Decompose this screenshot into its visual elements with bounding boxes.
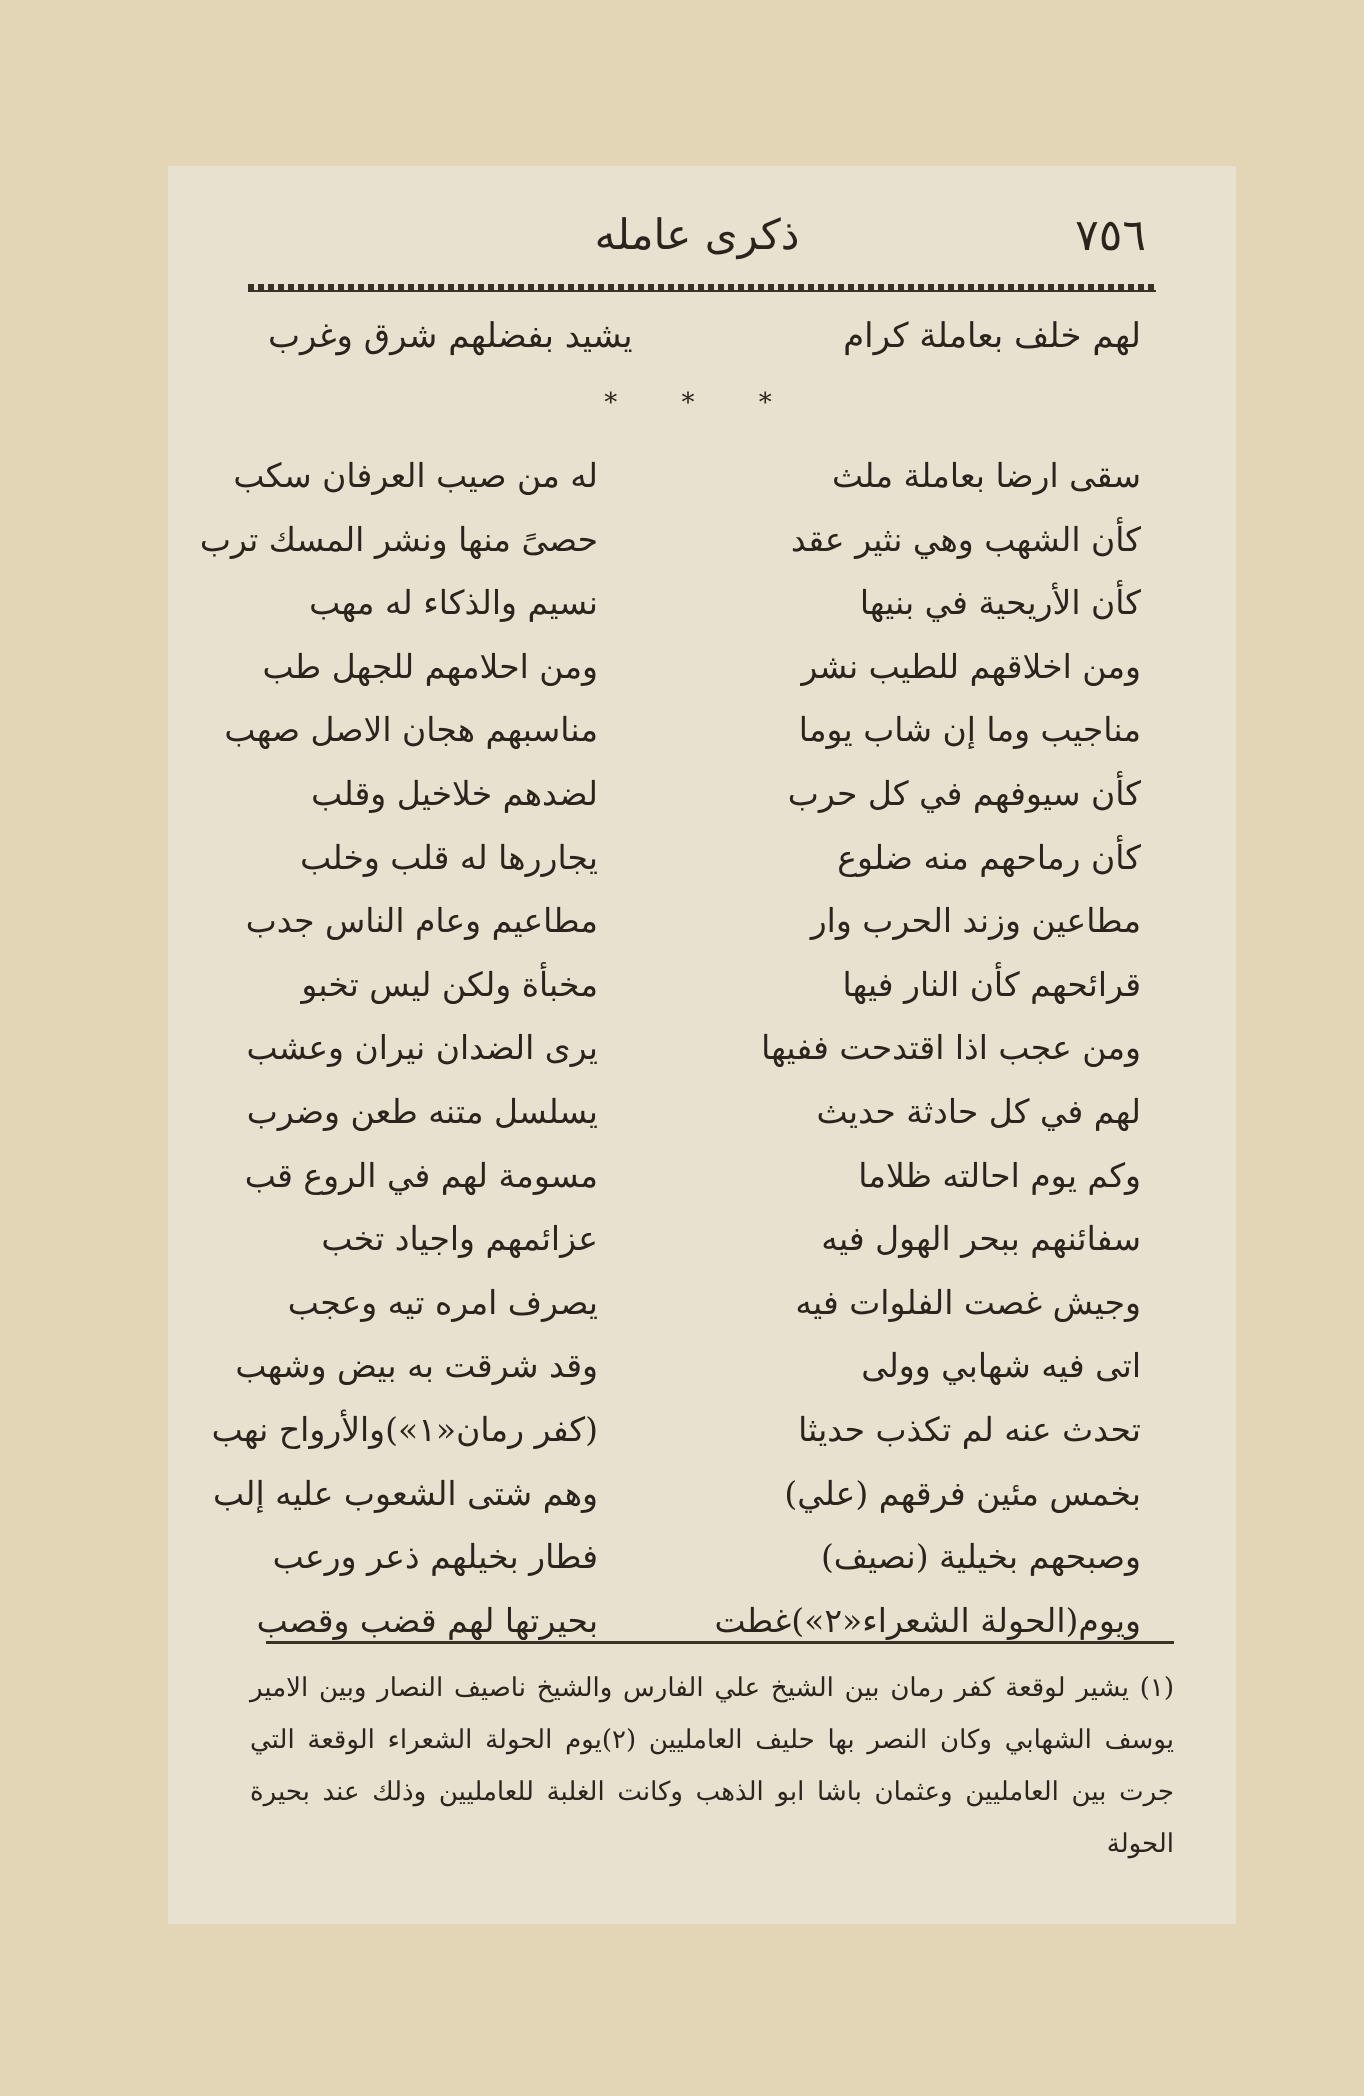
verse-line xyxy=(268,1525,1141,1589)
hemistich-left: له من صيب العرفان سكب xyxy=(233,456,598,495)
hemistich-left: مطاعيم وعام الناس جدب xyxy=(245,901,598,941)
hemistich-right: كأن سيوفهم في كل حرب xyxy=(787,773,1141,813)
hemistich-right: وكم يوم احالته ظلاما xyxy=(858,1155,1141,1195)
intro-hemistich-left: يشيد بفضلهم شرق وغرب xyxy=(268,316,633,356)
verse-line xyxy=(233,444,1141,508)
verse-line xyxy=(213,1462,1141,1526)
hemistich-right: بخمس مئين فرقهم (علي) xyxy=(784,1473,1141,1513)
hemistich-right: ومن اخلاقهم للطيب نشر xyxy=(801,646,1141,686)
footnote-rule xyxy=(266,1641,1174,1644)
section-separator: * * * xyxy=(604,388,800,418)
poem xyxy=(199,444,1141,1652)
hemistich-right: مناجيب وما إن شاب يوما xyxy=(798,710,1141,750)
verse-line xyxy=(246,1080,1141,1144)
hemistich-left: نسيم والذكاء له مهب xyxy=(309,583,598,623)
verse-line xyxy=(199,508,1141,572)
verse-line xyxy=(245,889,1141,953)
verse-line xyxy=(224,698,1141,762)
verse-line xyxy=(246,1016,1141,1080)
verse-line xyxy=(244,1144,1141,1208)
hemistich-left: ومن احلامهم للجهل طب xyxy=(262,646,598,686)
running-title: ذكرى عامله xyxy=(594,210,800,259)
hemistich-right: كأن رماحهم منه ضلوع xyxy=(837,837,1141,877)
hemistich-right: لهم في كل حادثة حديث xyxy=(816,1091,1141,1131)
hemistich-right: مطاعين وزند الحرب وار xyxy=(810,901,1141,941)
hemistich-right: اتى فيه شهابي وولى xyxy=(861,1346,1141,1386)
verse-line xyxy=(262,635,1141,699)
hemistich-left: عزائمهم واجياد تخب xyxy=(321,1219,598,1259)
hemistich-left: وهم شتى الشعوب عليه إلب xyxy=(213,1473,598,1513)
hemistich-right: تحدث عنه لم تكذب حديثا xyxy=(798,1409,1141,1449)
hemistich-right: وصبحهم بخيلية (نصيف) xyxy=(820,1537,1141,1577)
hemistich-right: كأن الأريحية في بنيها xyxy=(859,583,1141,623)
hemistich-left: يصرف امره تيه وعجب xyxy=(287,1282,598,1322)
hemistich-right: ومن عجب اذا اقتدحت ففيها xyxy=(761,1028,1141,1068)
hemistich-right: قرائحهم كأن النار فيها xyxy=(842,964,1141,1004)
hemistich-left: يسلسل متنه طعن وضرب xyxy=(246,1091,598,1131)
verse-line xyxy=(268,762,1141,826)
verse-line xyxy=(268,953,1141,1017)
hemistich-left: فطار بخيلهم ذعر ورعب xyxy=(272,1537,598,1577)
hemistich-left: (كفر رمان«١»)والأرواح نهب xyxy=(211,1409,598,1449)
hemistich-left: مخبأة ولكن ليس تخبو xyxy=(301,964,598,1004)
hemistich-right: سقى ارضا بعاملة ملث xyxy=(832,456,1141,495)
verse-line xyxy=(211,1398,1141,1462)
hemistich-left: بحيرتها لهم قضب وقصب xyxy=(256,1600,598,1640)
verse-line xyxy=(235,1334,1141,1398)
verse-line xyxy=(268,1271,1141,1335)
hemistich-right: ويوم(الحولة الشعراء«٢»)غطت xyxy=(714,1600,1141,1640)
hemistich-left: يجاررها له قلب وخلب xyxy=(300,837,598,877)
page-header xyxy=(248,210,1146,290)
hemistich-right: سفائنهم ببحر الهول فيه xyxy=(821,1219,1141,1259)
intro-verse xyxy=(268,316,1141,380)
header-rule xyxy=(248,284,1156,292)
hemistich-left: مسومة لهم في الروع قب xyxy=(244,1155,598,1195)
hemistich-left: وقد شرقت به بيض وشهب xyxy=(235,1346,598,1386)
footnotes xyxy=(250,1662,1174,1870)
verse-line xyxy=(268,826,1141,890)
hemistich-left: يرى الضدان نيران وعشب xyxy=(246,1028,598,1068)
intro-hemistich-right: لهم خلف بعاملة كرام xyxy=(843,316,1141,356)
footnote: (١) يشير لوقعة كفر رمان بين الشيخ علي الفارس والشيخ ناصيف النصار وبين الامير يوسف الشهابي وكان النصر بها حليف العامليين (٢)يوم الحولة الشعراء الوقعة التي جرت بين العامليين وعثمان باشا ابو الذهب وكانت الغلبة للعامليين وذلك عند بحيرة الحولة xyxy=(250,1673,1174,1859)
hemistich-left: حصىً منها ونشر المسك ترب xyxy=(199,519,598,559)
hemistich-left: مناسبهم هجان الاصل صهب xyxy=(224,710,598,750)
book-page xyxy=(168,166,1236,1924)
verse-line xyxy=(268,1207,1141,1271)
hemistich-right: وجيش غصت الفلوات فيه xyxy=(795,1282,1141,1322)
page-number: ٧٥٦ xyxy=(1075,210,1146,261)
verse-line xyxy=(268,571,1141,635)
hemistich-right: كأن الشهب وهي نثير عقد xyxy=(790,519,1141,559)
hemistich-left: لضدهم خلاخيل وقلب xyxy=(311,773,598,813)
